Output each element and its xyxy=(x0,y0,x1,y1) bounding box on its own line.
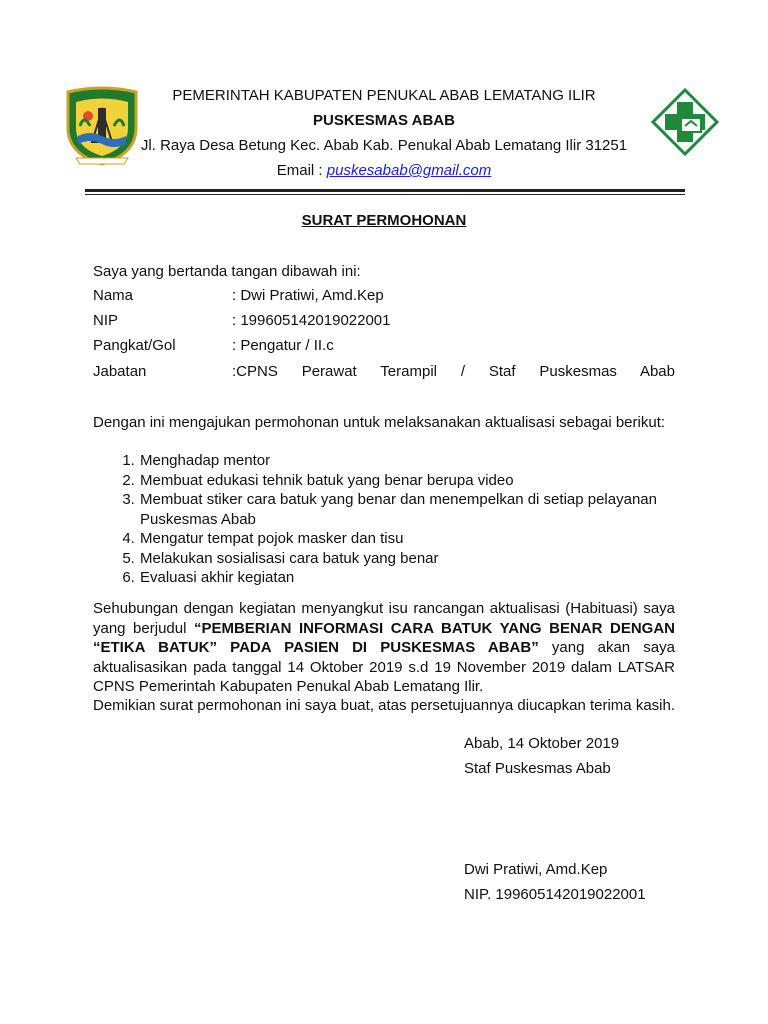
identity-label: NIP xyxy=(93,312,119,329)
letterhead-institution: PUSKESMAS ABAB xyxy=(313,112,455,129)
signature-nip: NIP. 199605142019022001 xyxy=(464,886,646,903)
identity-label: Nama xyxy=(93,287,134,304)
closing-text-start: Sehubungan dengan kegiatan menyangkut isu rancangan aktualisasi (Habituasi) saya yang berjudul xyxy=(93,600,675,637)
identity-label: Jabatan xyxy=(93,363,147,380)
list-item: 1. Menghadap mentor xyxy=(139,451,675,471)
identity-label: Pangkat/Gol xyxy=(93,337,176,354)
closing-thanks: Demikian surat permohonan ini saya buat, atas persetujuannya diucapkan terima kasih. xyxy=(93,697,675,714)
intro-text: Saya yang bertanda tangan dibawah ini: xyxy=(93,263,361,280)
identity-value: : 199605142019022001 xyxy=(232,312,391,329)
aktualisasi-title: “PEMBERIAN INFORMASI CARA BATUK YANG BENAR DENGAN “ETIKA BATUK” PADA PASIEN DI PUSKESMAS ABAB” xyxy=(93,619,676,656)
letterhead-email-line xyxy=(0,162,768,179)
letterhead-rule-thin xyxy=(85,194,685,195)
activity-list xyxy=(93,451,675,588)
signature-name: Dwi Pratiwi, Amd.Kep xyxy=(464,861,608,878)
list-item: 4. Mengatur tempat pojok masker dan tisu xyxy=(139,529,675,549)
letterhead-rule-thick xyxy=(85,189,685,192)
closing-text-end: yang akan saya aktualisasikan pada tanggal 14 Oktober 2019 s.d 19 November 2019 dalam LATSAR CPNS Pemerintah Kabupaten Penukal Abab Lematang Ilir. xyxy=(93,639,675,695)
signature-place-date: Abab, 14 Oktober 2019 xyxy=(464,735,620,752)
identity-value: :CPNS Perawat Terampil / Staf Puskesmas Abab xyxy=(232,363,675,380)
activity-list-container xyxy=(93,451,675,588)
signature-position: Staf Puskesmas Abab xyxy=(464,760,611,777)
list-item: 6. Evaluasi akhir kegiatan xyxy=(139,568,675,588)
list-item: 5. Melakukan sosialisasi cara batuk yang benar xyxy=(139,549,675,569)
letterhead-address: Jl. Raya Desa Betung Kec. Abab Kab. Penukal Abab Lematang Ilir 31251 xyxy=(140,137,628,154)
list-item: 2. Membuat edukasi tehnik batuk yang benar berupa video xyxy=(139,471,675,491)
identity-value: : Dwi Pratiwi, Amd.Kep xyxy=(232,287,384,304)
closing-paragraph xyxy=(93,599,675,697)
identity-value: : Pengatur / II.c xyxy=(232,337,334,354)
email-link[interactable]: puskesabab@gmail.com xyxy=(326,162,492,179)
letter-title: SURAT PERMOHONAN xyxy=(301,212,467,229)
list-item: 3. Membuat stiker cara batuk yang benar dan menempelkan di setiap pelayanan Puskesmas Abab xyxy=(139,490,675,529)
request-intro: Dengan ini mengajukan permohonan untuk melaksanakan aktualisasi sebagai berikut: xyxy=(93,414,666,431)
letterhead-government: PEMERINTAH KABUPATEN PENUKAL ABAB LEMATANG ILIR xyxy=(172,87,596,104)
email-label: Email : xyxy=(276,162,327,179)
